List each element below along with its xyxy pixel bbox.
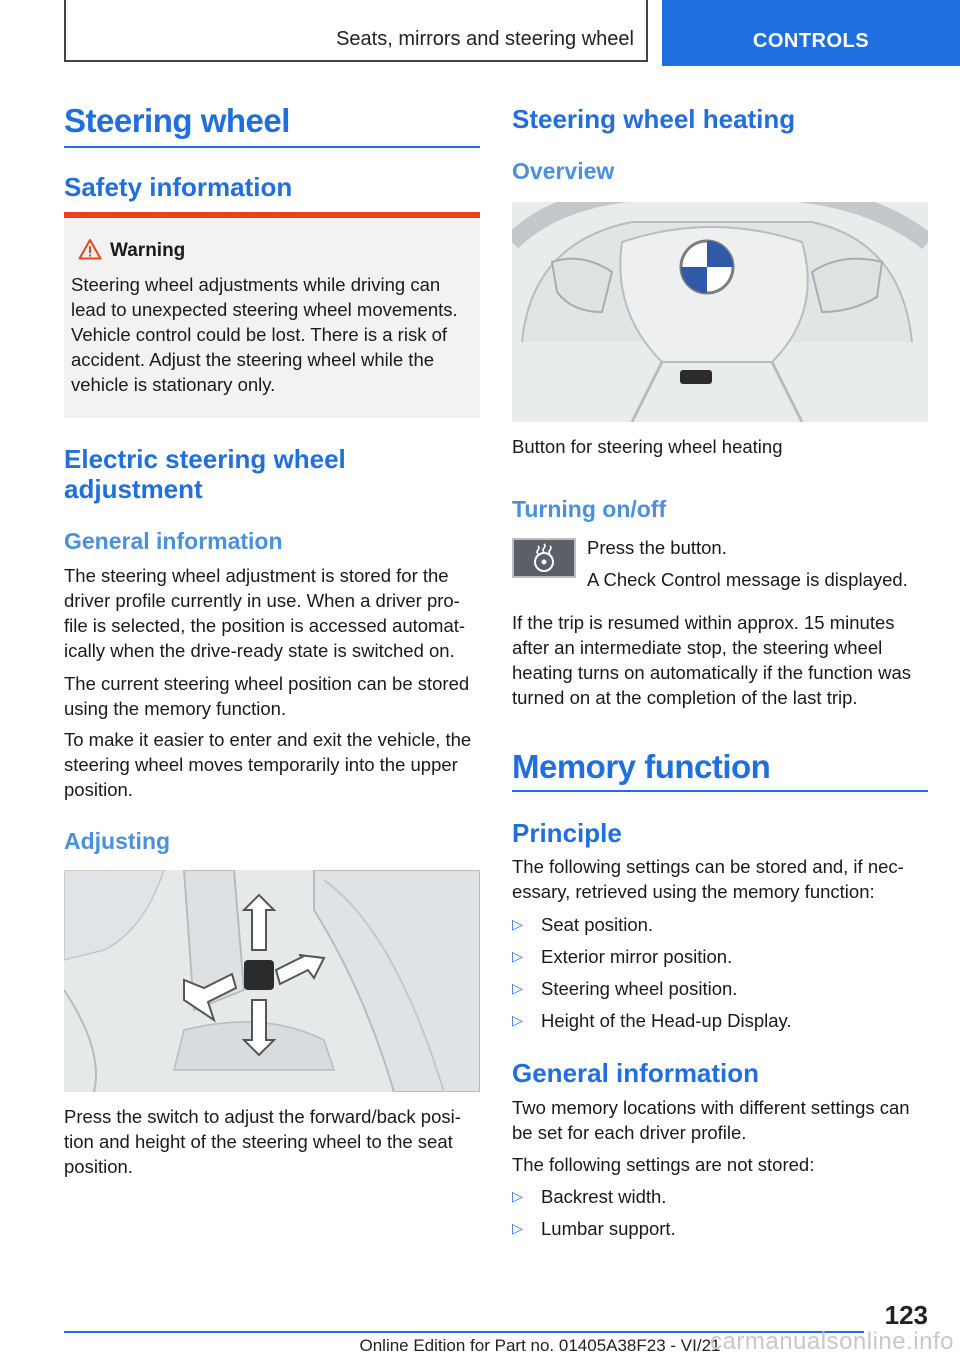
header-section-title: Seats, mirrors and steering wheel — [336, 27, 634, 50]
warning-bar — [64, 212, 480, 218]
general-info-p2: The current steering wheel position can be stored using the memory function. — [64, 673, 470, 719]
heating-title: Steering wheel heating — [512, 104, 796, 134]
header-section — [64, 0, 648, 62]
title-rule — [64, 146, 480, 148]
memory-title-rule — [512, 790, 928, 792]
page-header — [0, 0, 960, 66]
adjusting-caption: Press the switch to adjust the forward/back posi-tion and height of the steering wheel to the seat position. — [64, 1106, 461, 1177]
steering-wheel-figure — [512, 202, 928, 422]
triangle-bullet-icon: ▷ — [512, 916, 523, 932]
triangle-bullet-icon: ▷ — [512, 980, 523, 996]
turning-p1: Press the button. — [587, 537, 727, 558]
triangle-bullet-icon: ▷ — [512, 1012, 523, 1028]
footer-edition-text: Online Edition for Part no. 01405A38F23 - VI/21 — [359, 1336, 721, 1355]
adjusting-switch-illustration — [64, 870, 480, 1092]
heated-steering-wheel-icon — [514, 540, 574, 576]
triangle-bullet-icon: ▷ — [512, 948, 523, 964]
warning-box — [64, 212, 480, 418]
memory-general-p2: The following settings are not stored: — [512, 1154, 815, 1175]
general-info-title-left: General information — [64, 528, 283, 554]
warning-text: Steering wheel adjustments while driving can lead to unexpected steering wheel movements. Vehicle control could be lost. There is a risk of accident. Adjust the steering wheel while the vehicle is stationary only. — [71, 274, 458, 395]
triangle-bullet-icon: ▷ — [512, 1188, 523, 1204]
steering-wheel-illustration — [512, 202, 928, 422]
adjusting-title: Adjusting — [64, 828, 171, 854]
header-chapter-title: CONTROLS — [752, 29, 870, 52]
turning-title: Turning on/off — [512, 496, 667, 522]
overview-caption: Button for steering wheel heating — [512, 436, 783, 457]
overview-title: Overview — [512, 158, 615, 184]
safety-info-title: Safety information — [64, 172, 293, 202]
header-chapter-tab — [662, 0, 960, 66]
general-info-title-right: General information — [512, 1058, 760, 1088]
electric-adjustment-title: Electric steering wheel adjustment — [64, 444, 346, 504]
adjusting-switch-figure — [64, 870, 480, 1092]
steering-wheel-title: Steering wheel — [64, 102, 290, 139]
warning-icon — [78, 238, 102, 260]
principle-title: Principle — [512, 818, 622, 848]
warning-title: Warning — [110, 240, 186, 261]
page-number: 123 — [884, 1300, 928, 1330]
memory-general-p1: Two memory locations with different settings can be set for each driver profile. — [512, 1097, 910, 1143]
memory-function-title: Memory function — [512, 748, 771, 785]
general-info-p3: To make it easier to enter and exit the vehicle, the steering wheel moves temporarily into the upper position. — [64, 729, 472, 800]
turning-p2: A Check Control message is displayed. — [587, 569, 908, 590]
general-info-p1: The steering wheel adjustment is stored for the driver profile currently in use. When a driver pro-file is selected, the position is accessed automat-ically when the drive-ready state is switched on. — [64, 565, 466, 661]
principle-text: The following settings can be stored and, if nec-essary, retrieved using the memory function: — [512, 856, 904, 902]
triangle-bullet-icon: ▷ — [512, 1220, 523, 1236]
watermark: carmanualsonline.info — [710, 1328, 954, 1355]
heating-button-icon — [512, 538, 576, 578]
turning-p3: If the trip is resumed within approx. 15 minutes after an intermediate stop, the steering wheel heating turns on automatically if the function was turned on at the completion of the last trip. — [512, 612, 912, 708]
